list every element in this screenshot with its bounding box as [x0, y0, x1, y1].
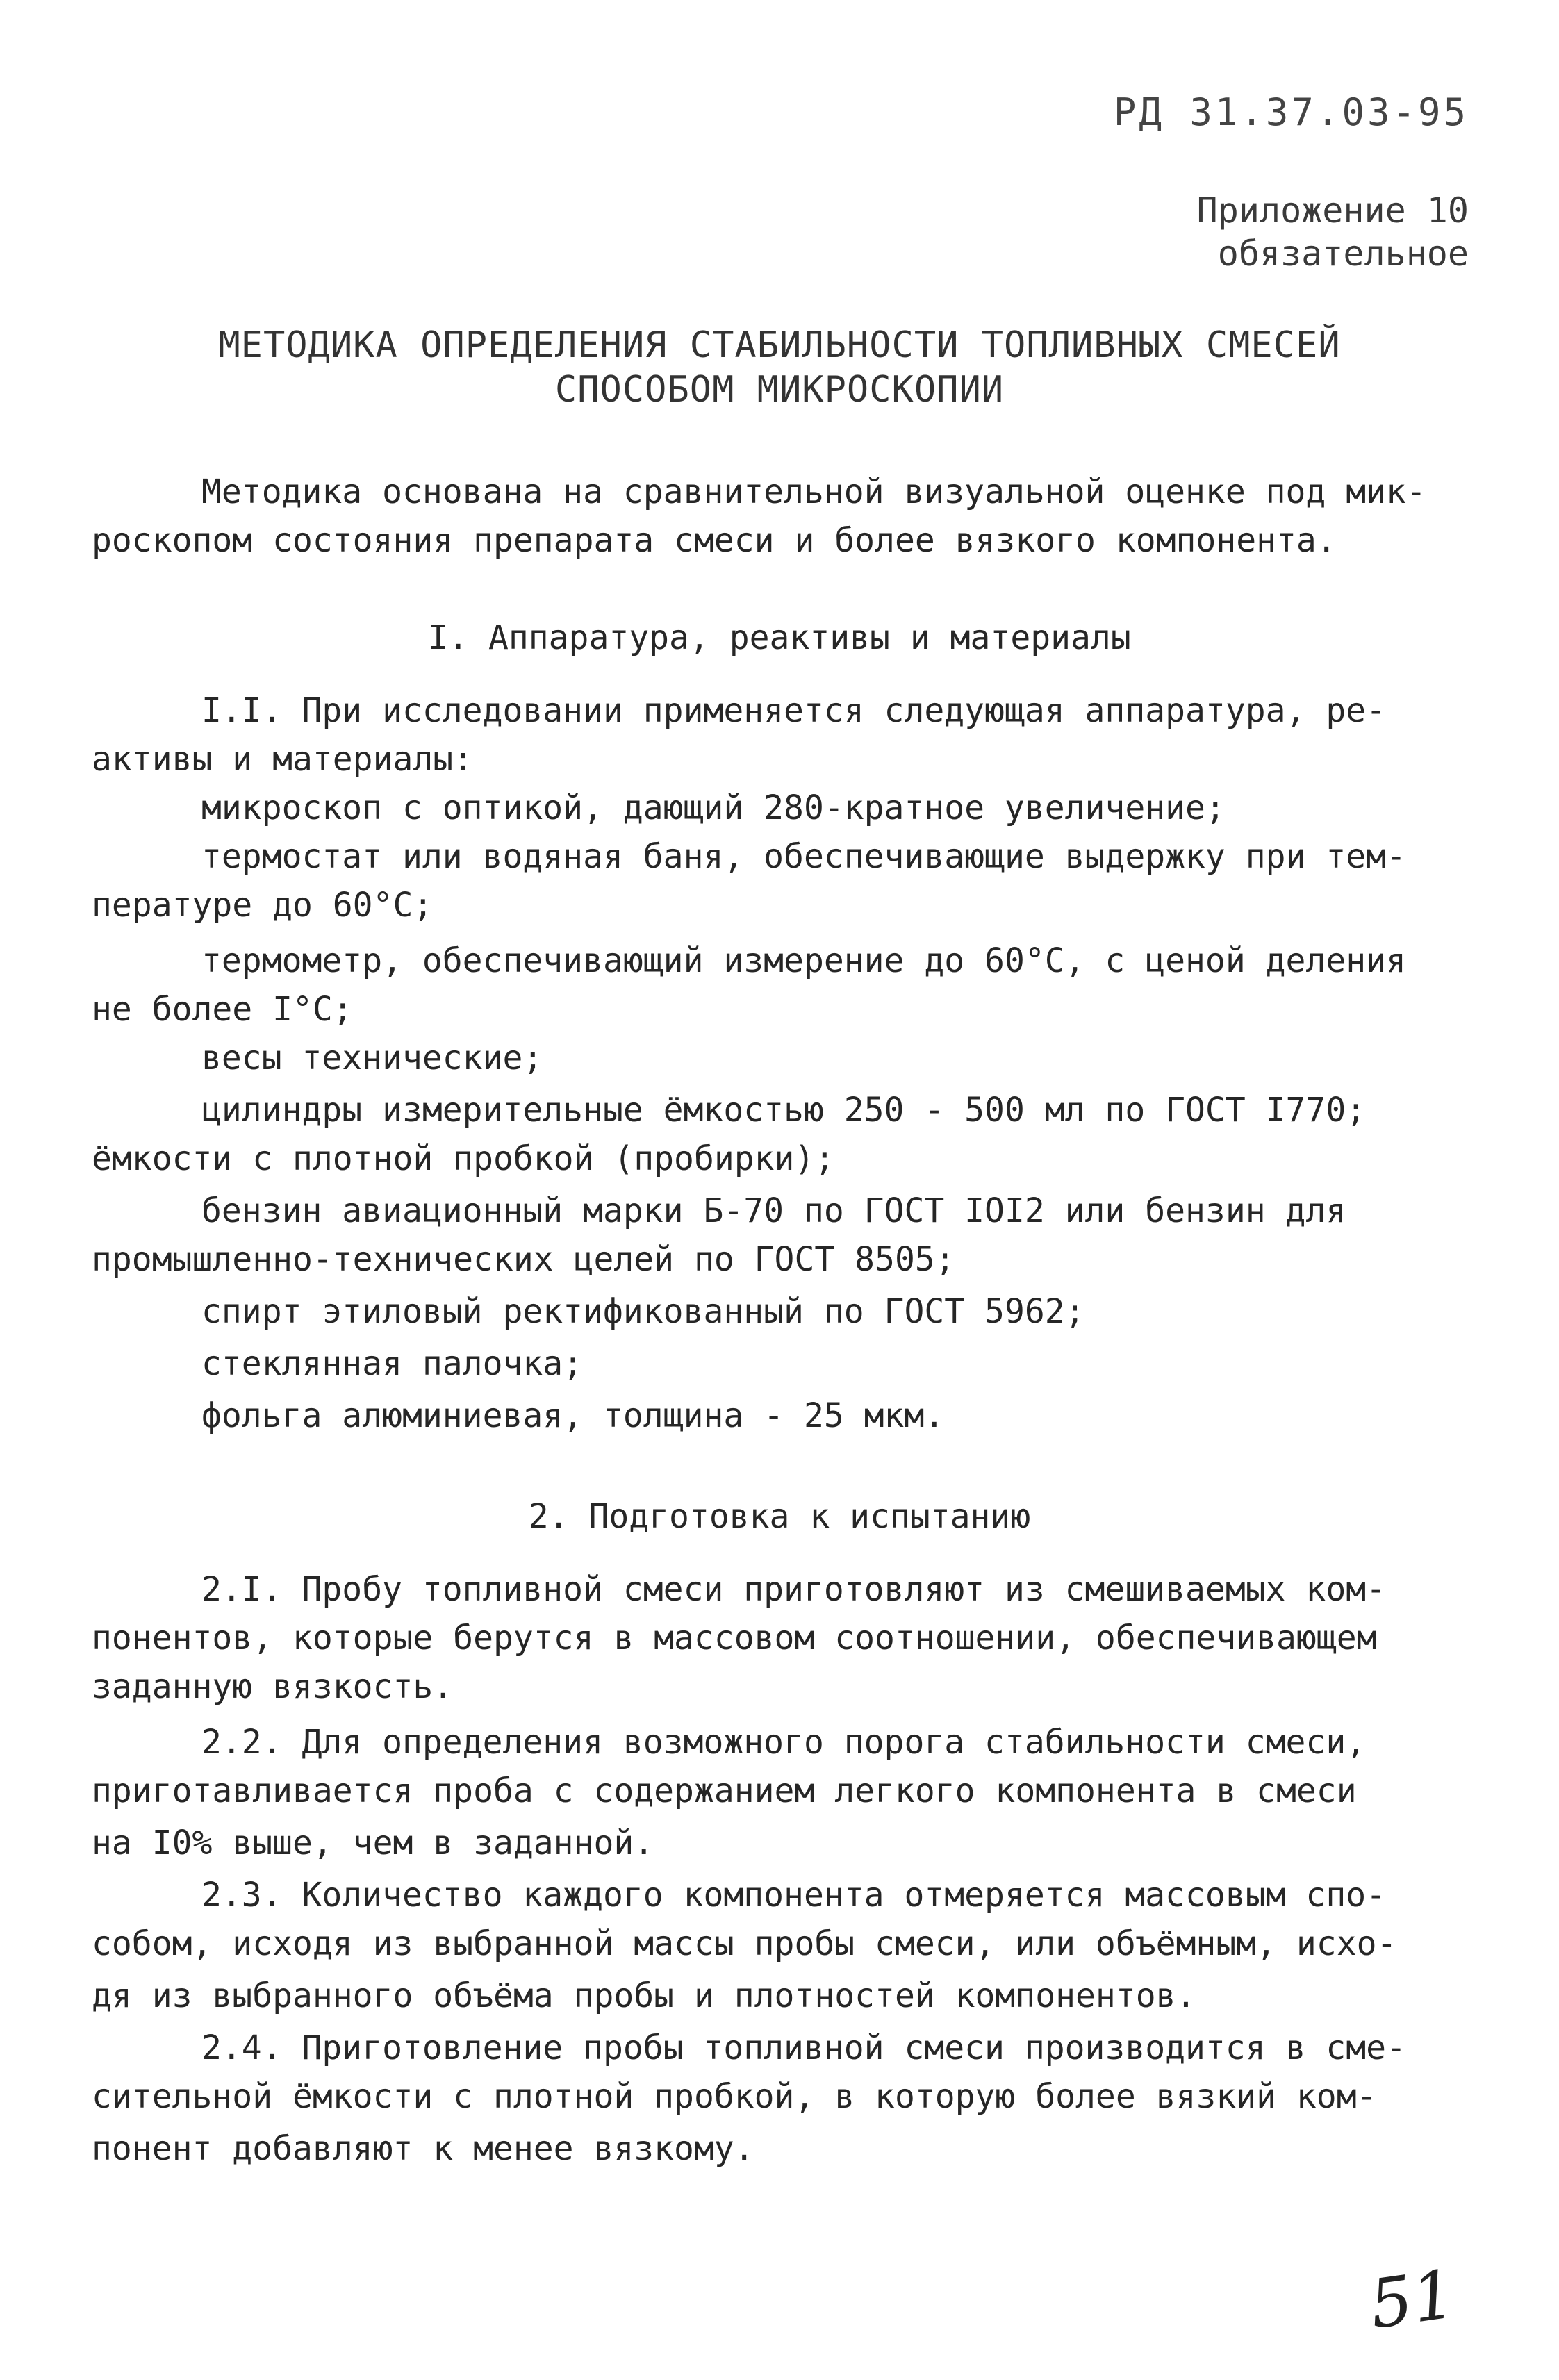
section-1-line: микроскоп с оптикой, дающий 280-кратное увеличение;: [201, 788, 1226, 827]
title-line-1: МЕТОДИКА ОПРЕДЕЛЕНИЯ СТАБИЛЬНОСТИ ТОПЛИВНЫХ СМЕСЕЙ: [218, 324, 1341, 366]
section-1-heading: I. Аппаратура, реактивы и материалы: [428, 618, 1131, 657]
appendix-label: Приложение 10: [1196, 190, 1469, 231]
handwritten-page-number: 51: [1364, 2255, 1460, 2344]
section-2-line: дя из выбранного объёма пробы и плотностей компонентов.: [92, 1976, 1196, 2015]
section-2-heading: 2. Подготовка к испытанию: [528, 1497, 1031, 1536]
section-1-line: не более I°С;: [92, 990, 353, 1029]
section-2-line: сительной ёмкости с плотной пробкой, в которую более вязкий ком-: [92, 2077, 1377, 2116]
section-1-line: промышленно-технических целей по ГОСТ 8505;: [92, 1240, 955, 1279]
section-1-line: бензин авиационный марки Б-70 по ГОСТ IOI2 или бензин для: [201, 1191, 1346, 1230]
section-1-line: термостат или водяная баня, обеспечивающие выдержку при тем-: [201, 837, 1406, 876]
section-1-line: фольга алюминиевая, толщина - 25 мкм.: [201, 1396, 945, 1435]
section-1-line: пературе до 60°С;: [92, 886, 434, 925]
document-title: [0, 323, 1559, 412]
section-1-line: термометр, обеспечивающий измерение до 60°С, с ценой деления: [201, 941, 1406, 980]
section-2-line: понент добавляют к менее вязкому.: [92, 2129, 754, 2168]
appendix-status: обязательное: [1217, 233, 1469, 274]
section-2-line: приготавливается проба с содержанием легкого компонента в смеси: [92, 1771, 1357, 1810]
section-1-line: цилиндры измерительные ёмкостью 250 - 500 мл по ГОСТ I770;: [201, 1091, 1367, 1130]
section-2-line: 2.4. Приготовление пробы топливной смеси производится в сме-: [201, 2028, 1406, 2067]
section-1-line: весы технические;: [201, 1039, 543, 1077]
section-1-line: спирт этиловый ректификованный по ГОСТ 5962;: [201, 1292, 1085, 1331]
intro-line-2: роскопом состояния препарата смеси и более вязкого компонента.: [92, 521, 1337, 560]
section-1-line: I.I. При исследовании применяется следующая аппаратура, ре-: [201, 691, 1387, 730]
section-2-line: понентов, которые берутся в массовом соотношении, обеспечивающем: [92, 1619, 1377, 1658]
section-2-line: на I0% выше, чем в заданной.: [92, 1824, 654, 1862]
section-2-line: 2.3. Количество каждого компонента отмеряется массовым спо-: [201, 1876, 1387, 1915]
appendix-block: [1197, 189, 1469, 275]
section-2-line: 2.2. Для определения возможного порога стабильности смеси,: [201, 1723, 1367, 1762]
section-1-line: стеклянная палочка;: [201, 1344, 584, 1383]
section-2-line: собом, исходя из выбранной массы пробы смеси, или объёмным, исхо-: [92, 1924, 1397, 1963]
document-code: РД 31.37.03-95: [1113, 90, 1469, 134]
section-2-line: заданную вязкость.: [92, 1667, 454, 1706]
intro-line-1: Методика основана на сравнительной визуальной оценке под мик-: [201, 472, 1426, 511]
section-1-line: активы и материалы:: [92, 740, 474, 779]
section-1-line: ёмкости с плотной пробкой (пробирки);: [92, 1139, 835, 1178]
title-line-2: СПОСОБОМ МИКРОСКОПИИ: [554, 369, 1005, 411]
section-2-line: 2.I. Пробу топливной смеси приготовляют из смешиваемых ком-: [201, 1570, 1387, 1609]
